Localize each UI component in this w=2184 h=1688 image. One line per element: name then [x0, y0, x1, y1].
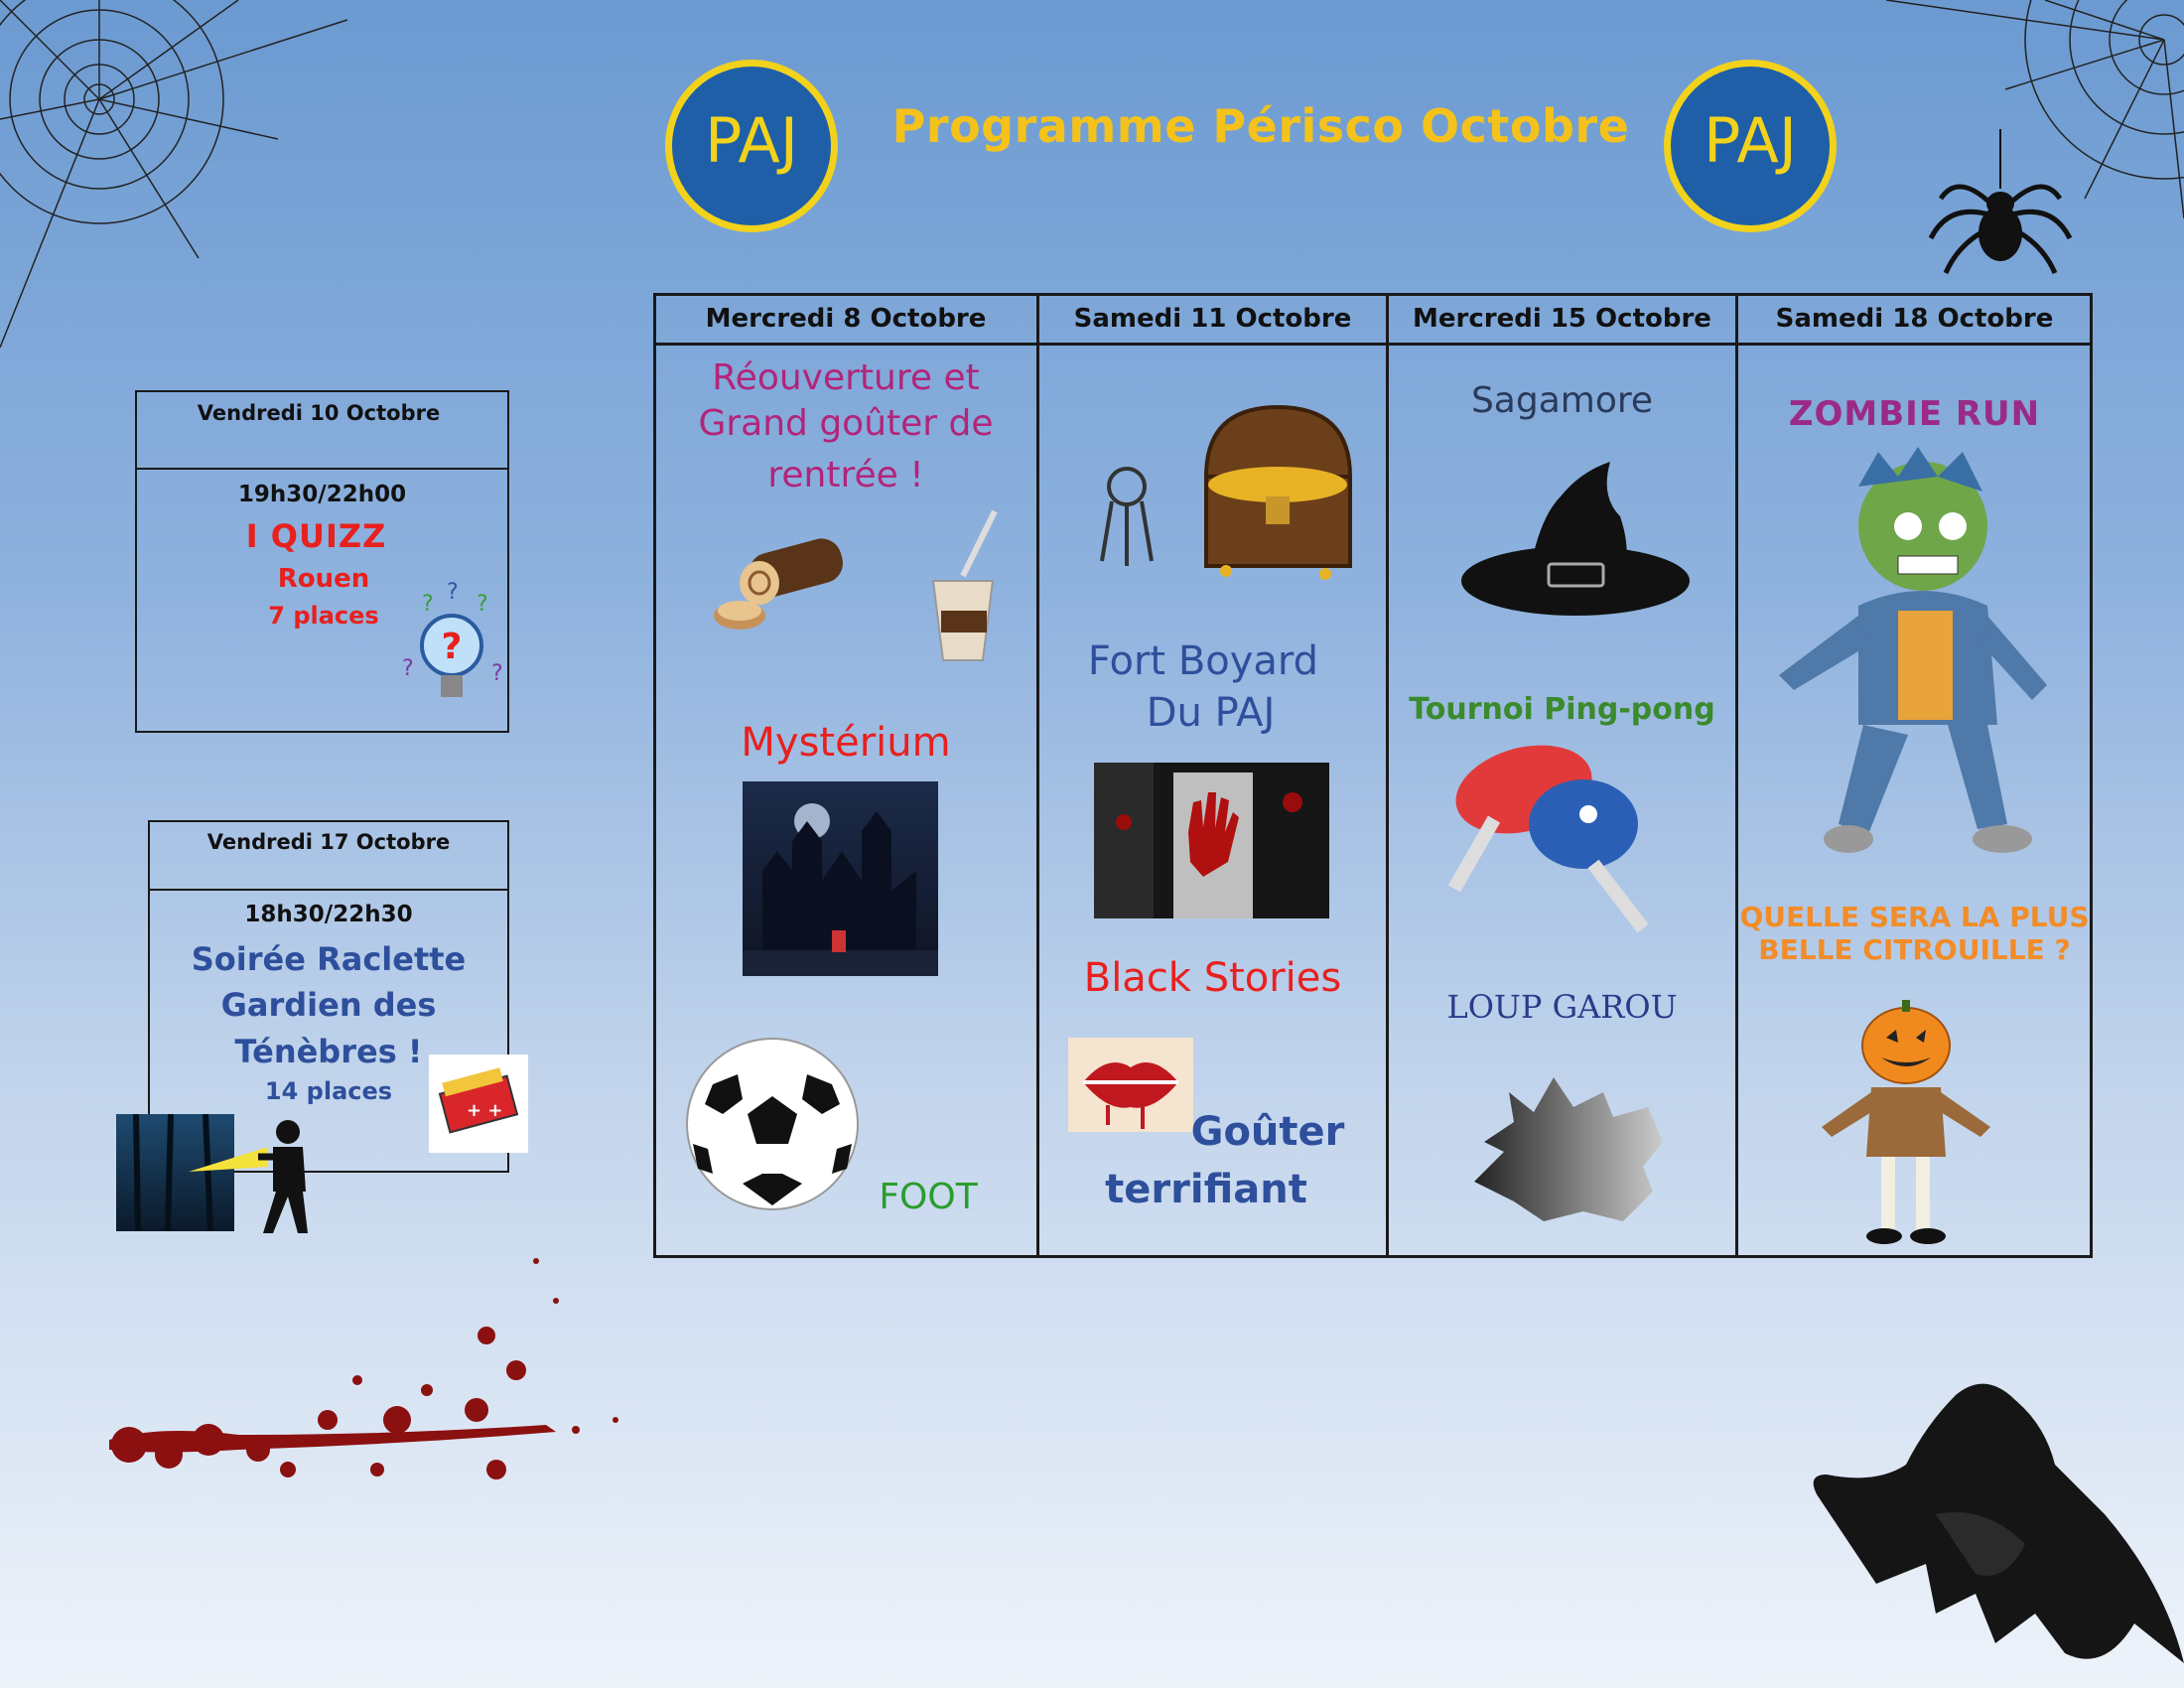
day-header: Samedi 11 Octobre	[1073, 304, 1352, 334]
event-time: 18h30/22h30	[244, 902, 413, 927]
mysterium-image	[743, 781, 938, 976]
activity-text: Réouverture et	[712, 357, 980, 398]
activity-text: QUELLE SERA LA PLUS	[1739, 901, 2090, 933]
lightbulb-question-icon	[397, 581, 511, 725]
event-name: Soirée Raclette	[191, 940, 467, 978]
paj-logo-right	[1664, 60, 1837, 232]
event-place: Rouen	[277, 564, 370, 594]
event-seats: 7 places	[268, 602, 379, 630]
flashlight-guardian-icon	[189, 1112, 318, 1236]
day-header: Mercredi 8 Octobre	[705, 304, 987, 334]
ghost-icon	[1807, 1365, 2184, 1688]
activity-text: Mystérium	[741, 720, 951, 766]
activity-text: terrifiant	[1105, 1167, 1307, 1212]
svg-text:?: ?	[441, 627, 463, 667]
activity-text: Fort Boyard	[1087, 638, 1319, 684]
logo-text: PAJ	[704, 104, 799, 177]
activity-text: ZOMBIE RUN	[1788, 394, 2041, 434]
paj-logo-left	[665, 60, 838, 232]
logo-text: PAJ	[1703, 104, 1798, 177]
activity-text: rentrée !	[767, 455, 924, 495]
keys-icon	[1087, 462, 1166, 571]
treasure-chest-icon	[1196, 397, 1360, 581]
svg-text:?: ?	[422, 592, 434, 617]
witch-hat-icon	[1461, 457, 1695, 631]
page-title: Programme Périsco Octobre	[891, 99, 1630, 153]
zombie-icon	[1749, 447, 2067, 859]
event-seats: 14 places	[264, 1077, 393, 1105]
svg-text:?: ?	[402, 656, 414, 681]
event-name: Gardien des	[220, 986, 437, 1024]
soccer-ball-icon	[683, 1035, 862, 1213]
svg-text:+ +: + +	[467, 1100, 503, 1121]
raclette-image	[429, 1055, 528, 1153]
event-name: Ténèbres !	[234, 1033, 423, 1070]
day-header: Mercredi 15 Octobre	[1413, 304, 1711, 334]
lips-image	[1068, 1038, 1193, 1132]
spider-icon	[1921, 129, 2080, 278]
pumpkin-scarecrow-icon	[1817, 998, 1995, 1251]
activity-text: Grand goûter de	[698, 403, 994, 444]
swiss-roll-icon	[710, 531, 859, 640]
day-header: Samedi 18 Octobre	[1775, 304, 2054, 334]
blood-splatter-icon	[99, 1241, 665, 1509]
svg-text:?: ?	[447, 581, 459, 605]
svg-text:?: ?	[491, 661, 503, 686]
ping-pong-icon	[1444, 740, 1658, 938]
activity-text: Black Stories	[1083, 955, 1342, 1001]
cup-icon	[923, 506, 1013, 665]
activity-text: FOOT	[879, 1177, 978, 1217]
black-stories-image	[1094, 763, 1329, 918]
activity-text: Goûter	[1190, 1109, 1345, 1155]
event-date: Vendredi 10 Octobre	[197, 401, 441, 425]
wolf-icon	[1464, 1072, 1668, 1226]
event-date: Vendredi 17 Octobre	[206, 830, 451, 854]
event-time: 19h30/22h00	[237, 482, 407, 507]
event-name: I QUIZZ	[245, 517, 387, 555]
activity-text: Sagamore	[1470, 380, 1654, 421]
activity-text: Du PAJ	[1146, 690, 1276, 736]
svg-text:?: ?	[477, 592, 488, 617]
activity-text: Tournoi Ping-pong	[1409, 692, 1715, 727]
activity-text: LOUP GAROU	[1446, 988, 1678, 1026]
spider-web-left-icon	[0, 0, 357, 357]
activity-text: BELLE CITROUILLE ?	[1758, 933, 2071, 966]
